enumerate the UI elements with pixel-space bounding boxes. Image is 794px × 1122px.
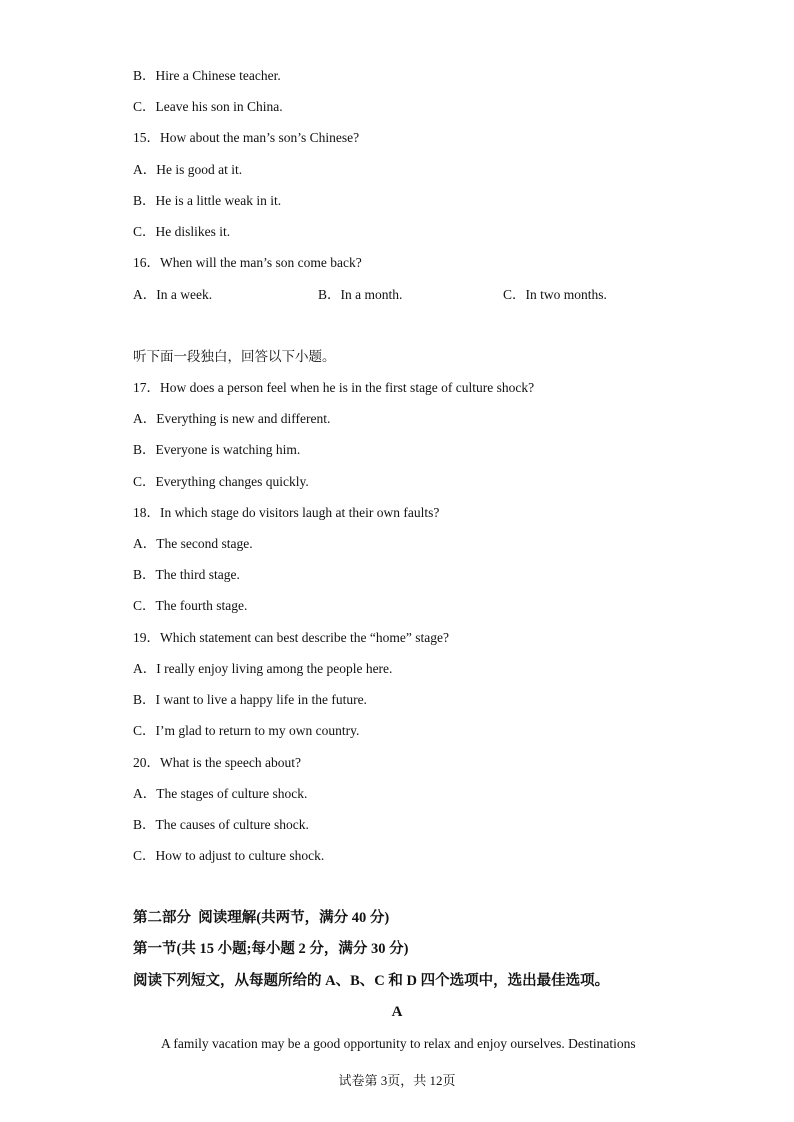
monologue-instruction: 听下面一段独白，回答以下小题。	[133, 349, 336, 364]
q15-option-a: A．He is good at it.	[133, 162, 243, 177]
part2-section1-heading: 第一节(共 15 小题;每小题 2 分，满分 30 分)	[133, 941, 409, 957]
page-footer: 试卷第 3页，共 12页	[338, 1073, 456, 1088]
q19-option-b: B．I want to live a happy life in the future.	[133, 692, 367, 707]
q15-option-c: C．He dislikes it.	[133, 224, 231, 239]
passage-a-first-line: A family vacation may be a good opportunity to relax and enjoy ourselves. Destinations	[161, 1036, 636, 1051]
q16-option-a: A．In a week.	[133, 287, 213, 302]
q20-option-c: C．How to adjust to culture shock.	[133, 848, 325, 863]
q17-option-b: B．Everyone is watching him.	[133, 442, 301, 457]
q18-option-c: C．The fourth stage.	[133, 598, 248, 613]
q19-question: 19．Which statement can best describe the “home” stage?	[133, 630, 449, 645]
q19-option-a: A．I really enjoy living among the people here.	[133, 661, 393, 676]
q18-option-b: B．The third stage.	[133, 567, 240, 582]
q14-option-c: C．Leave his son in China.	[133, 99, 283, 114]
q17-option-a: A．Everything is new and different.	[133, 411, 331, 426]
q20-option-a: A．The stages of culture shock.	[133, 786, 308, 801]
q16-option-c: C．In two months.	[503, 287, 607, 302]
q18-question: 18．In which stage do visitors laugh at their own faults?	[133, 505, 440, 520]
passage-label: A	[391, 1004, 403, 1020]
q17-option-c: C．Everything changes quickly.	[133, 474, 309, 489]
part2-instruction: 阅读下列短文，从每题所给的 A、B、C 和 D 四个选项中，选出最佳选项。	[133, 973, 610, 989]
q20-option-b: B．The causes of culture shock.	[133, 817, 309, 832]
q20-question: 20．What is the speech about?	[133, 755, 301, 770]
part2-title: 第二部分 阅读理解(共两节，满分 40 分)	[133, 910, 390, 926]
q16-options-row	[0, 286, 794, 304]
q14-option-b: B．Hire a Chinese teacher.	[133, 68, 281, 83]
q16-option-b: B．In a month.	[318, 287, 403, 302]
q15-option-b: B．He is a little weak in it.	[133, 193, 282, 208]
q15-question: 15．How about the man’s son’s Chinese?	[133, 130, 360, 145]
q19-option-c: C．I’m glad to return to my own country.	[133, 723, 360, 738]
q17-question: 17．How does a person feel when he is in the first stage of culture shock?	[133, 380, 535, 395]
q18-option-a: A．The second stage.	[133, 536, 253, 551]
q16-question: 16．When will the man’s son come back?	[133, 255, 362, 270]
